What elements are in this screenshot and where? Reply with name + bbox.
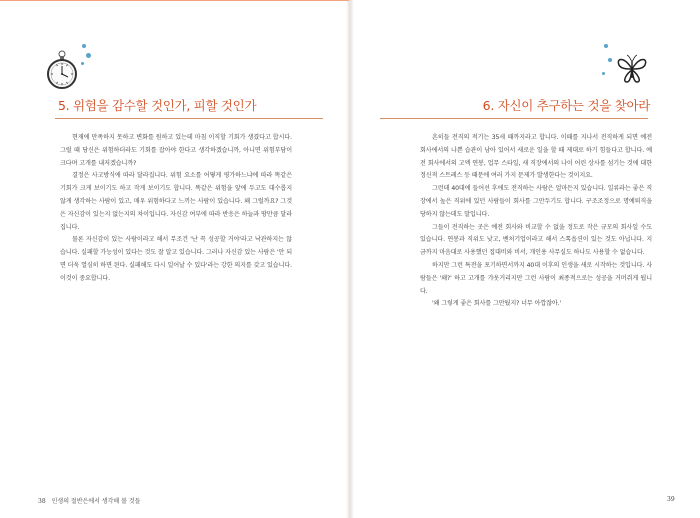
butterfly-icon (614, 52, 650, 86)
accent-dot (608, 58, 612, 62)
left-folio (38, 496, 140, 505)
accent-dot (82, 44, 86, 48)
running-head: 인생의 절반은에서 생각해 볼 것들 (51, 498, 141, 505)
paragraph: 현재에 만족하지 못하고 변화를 원하고 있는데 마침 이직할 기회가 생겼다고 합시다. 그럴 때 당신은 위험하더라도 기회를 잡아야 한다고 생각하겠습니까, 아니면 위험부담이 크다며 고개를 내저겠습니까? (60, 134, 292, 167)
paragraph: 물론 자신감이 있는 사람이라고 해서 무조건 '난 꼭 성공할 거야'라고 낙관하지는 않습니다. 실패할 가능성이 있다는 것도 잘 알고 있습니다. 그러나 자신감 있는 사람은 '안 되면 더욱 열심히 하면 된다. 실패해도 다시 일어날 수 있다'라는 강한 의지를 갖고 있습니다. 이것이 중요합니다. (60, 236, 292, 282)
paragraph: 그런데 40대에 들어선 후에도 전직하는 사람은 얼마든지 있습니다. 일류라는 좋은 직장에서 높은 직위에 있던 사람들이 회사를 그만두기도 합니다. 구조조정으로 명예퇴직을 당하지 않는데도 말입니다. (420, 185, 652, 218)
top-accent-rule (0, 0, 349, 1)
page-number: 38 (38, 498, 46, 505)
pocket-watch-icon (46, 50, 80, 90)
right-folio (667, 496, 681, 503)
right-body-text (420, 132, 652, 311)
paragraph: 흔히들 전직의 적기는 35세 때까지라고 합니다. 이때를 지나서 전직하게 되면 예전 회사에서의 나쁜 습관이 남아 있어서 새로운 일을 할 때 제대로 하기 힘들다고 합니다. 예전 회사에서의 고액 연봉, 업무 스타일, 새 직장에서의 나이 어린 상사를 섬기는 것에 대한 정신적 스트레스 등 때문에 여러 가지 문제가 발생한다는 것이지요. (420, 134, 652, 180)
chapter-title-rule (380, 118, 648, 119)
left-body-text (60, 132, 292, 286)
chapter-title-rule (55, 118, 323, 119)
accent-dot (86, 53, 91, 58)
page-gutter (346, 0, 354, 518)
chapter-title-6: 6. 자신이 추구하는 것을 찾아라 (482, 98, 650, 113)
accent-dot (604, 44, 608, 48)
paragraph: '왜 그렇게 좋은 회사를 그만뒀지? 너무 아깝잖아.' (432, 300, 562, 308)
paragraph: 그들이 전직하는 곳은 예전 회사와 비교할 수 없을 정도로 작은 규모의 회사일 수도 있습니다. 연봉과 직위도 낮고, 벤처기업이라고 해서 스톡옵션이 있는 것도 아닙니다. 지금까지 마음대로 사용했던 접대비와 비서, 개인용 사무실도 하나도 사용할 수 없습니다. (420, 223, 652, 257)
chapter-title-5: 5. 위험을 감수할 것인가, 피할 것인가 (58, 98, 257, 113)
paragraph: 결정은 사고방식에 따라 달라집니다. 위험 요소를 어떻게 평가하느냐에 따라 똑같은 기회가 크게 보이기도 하고 작게 보이기도 합니다. 똑같은 위험을 앞에 두고도 대수롭지 않게 생각하는 사람이 있고, 매우 위험하다고 느끼는 사람이 있습니다. 왜 그럴까요? 그것은 자신감이 있는지 없는지의 차이입니다. 자신감 여부에 따라 반응은 하늘과 땅만큼 달라집니다. (60, 172, 292, 231)
page-number: 39 (667, 496, 675, 503)
accent-dot (81, 62, 84, 65)
accent-dot (602, 72, 605, 75)
paragraph: 하지만 그런 특전을 포기하면서까지 40대 이후의 인생을 새로 시작하는 것입니다. 사람들은 '왜?' 하고 고개를 갸웃거리지만 그런 사람이 최종적으로는 성공을 거머쥐게 됩니다. (420, 261, 652, 295)
